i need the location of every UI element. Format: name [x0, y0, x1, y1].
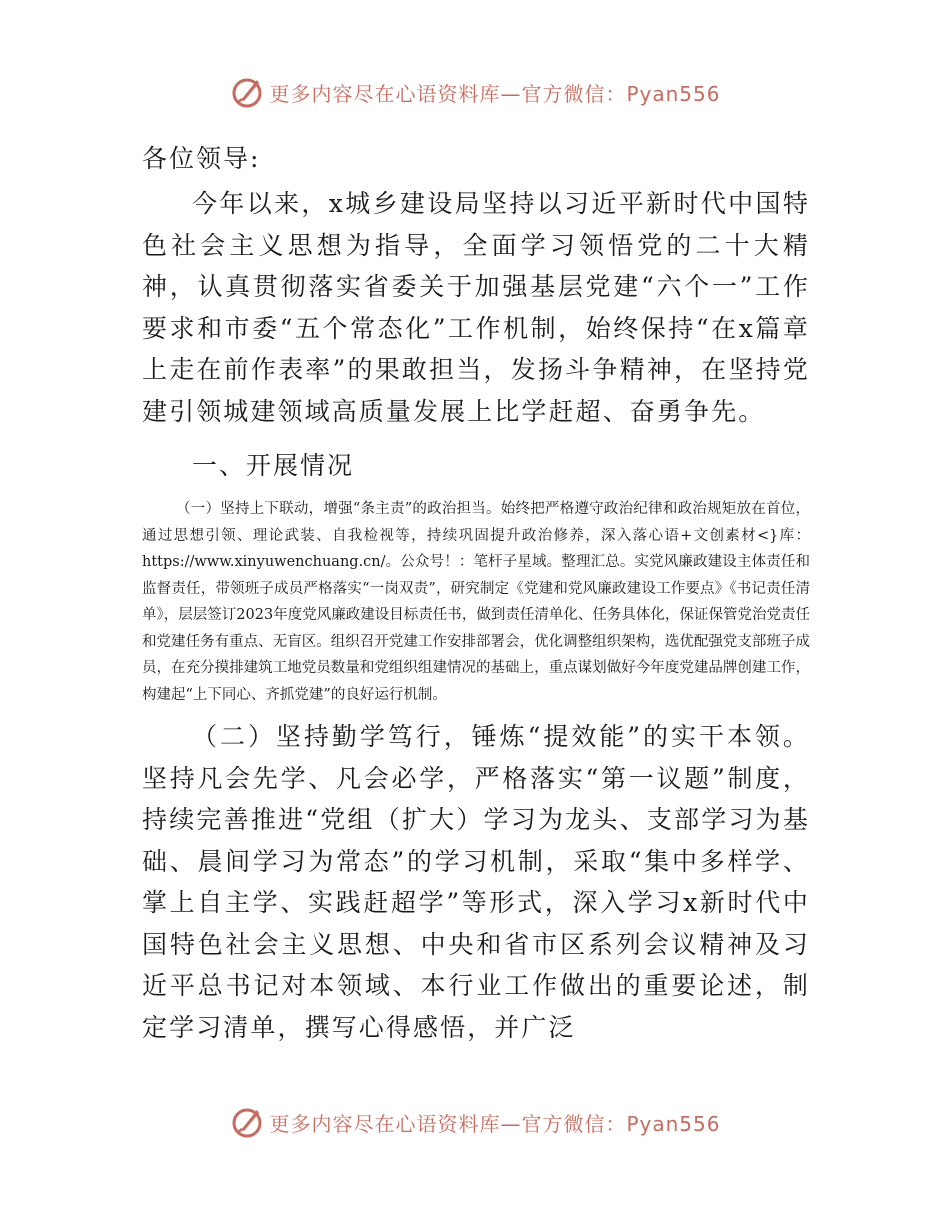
watermark-banner-bottom [0, 1102, 950, 1142]
section-heading: 一、开展情况 [192, 451, 355, 480]
paragraph-one: （一）坚持上下联动，增强“条主责”的政治担当。始终把严格遵守政治纪律和政治规矩放在首位，通过思想引领、理论武装、自我检视等，持续巩固提升政治修养，深入落心语+文创素材<}库：https://www.xinyuwenchuang.cn/。公众号！：笔杆子星域。整理汇总。实党风廉政建设主体责任和监督责任，带领班子成员严格落实“一岗双责”，研究制定《党建和党风廉政建设工作要点》《书记责任清单》，层层签订2023年度党风廉政建设目标责任书，做到责任清单化、任务具体化，保证保管党治党责任和党建任务有重点、无盲区。组织召开党建工作安排部署会，优化调整组织架构，选优配强党支部班子成员，在充分摸排建筑工地党员数量和党组织组建情况的基础上，重点谋划做好今年度党建品牌创建工作，构建起“上下同心、齐抓党建”的良好运行机制。 [142, 501, 810, 703]
salutation: 各位领导: [142, 144, 261, 173]
intro-paragraph: 今年以来，x城乡建设局坚持以习近平新时代中国特色社会主义思想为指导，全面学习领悟党的二十大精神，认真贯彻落实省委关于加强基层党建“六个一”工作要求和市委“五个常态化”工作机制，始终保持“在x篇章上走在前作表率”的果敢担当，发扬斗争精神，在坚持党建引领城建领域高质量发展上比学赶超、奋勇争先。 [142, 189, 810, 426]
document-body [142, 138, 810, 1048]
watermark-text: 更多内容尽在心语资料库—官方微信：Pyan556 [269, 1111, 721, 1136]
watermark-text: 更多内容尽在心语资料库—官方微信：Pyan556 [269, 81, 721, 106]
quill-logo-icon [229, 74, 265, 110]
watermark-banner-top [0, 72, 950, 112]
paragraph-two: （二）坚持勤学笃行，锤炼“提效能”的实干本领。坚持凡会先学、凡会必学，严格落实“第一议题”制度，持续完善推进“党组（扩大）学习为龙头、支部学习为基础、晨间学习为常态”的学习机制，采取“集中多样学、掌上自主学、实践赶超学”等形式，深入学习x新时代中国特色社会主义思想、中央和省市区系列会议精神及习近平总书记对本领域、本行业工作做出的重要论述，制定学习清单，撰写心得感悟，并广泛 [142, 722, 810, 1042]
quill-logo-icon [229, 1104, 265, 1140]
